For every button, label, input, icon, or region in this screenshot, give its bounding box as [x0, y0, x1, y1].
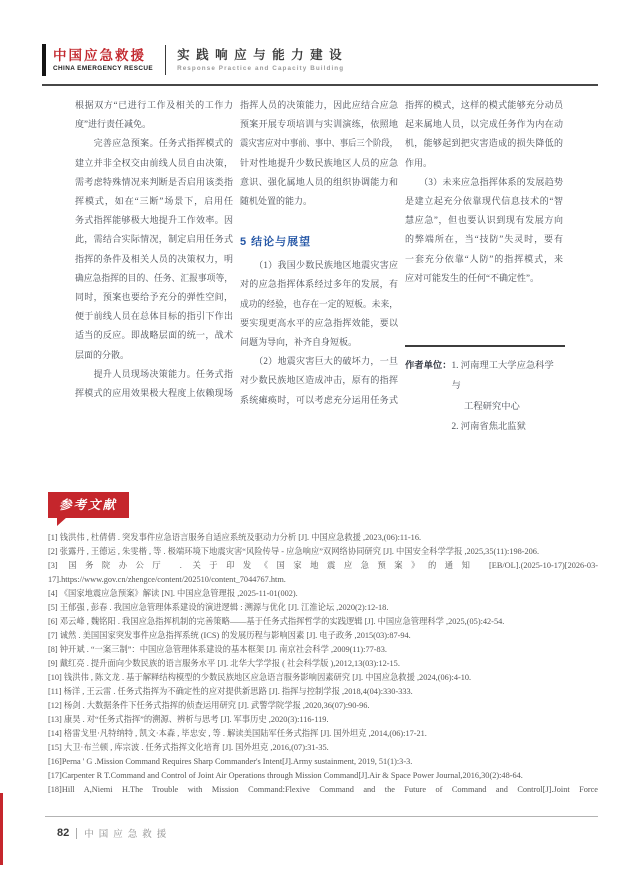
text-line: 挥模式，如在“三断”场景下，启用任: [75, 196, 233, 207]
text-line: 系统瘫痪时，可以考虑充分运用任务式: [240, 394, 398, 405]
reference-item: [10] 钱洪伟 , 陈文龙 . 基于解释结构模型的少数民族地区应急语言服务影响因素研究 [J]. 中国应急救援 ,2024,(06):4-10.: [48, 673, 472, 682]
text-line: （2）地震灾害巨大的破坏力，一旦: [240, 356, 398, 367]
page-footer: [57, 826, 171, 840]
text-line: 务式指挥能够极大地提升工作效率。因: [75, 215, 233, 226]
reference-item: [7] 诚然 . 美国国家突发事件应急指挥系统 (ICS) 的发展历程与影响因素 [J]. 电子政务 ,2015(03):87-94.: [48, 631, 411, 640]
reference-item: [18]Hill A,Niemi H.The Trouble with Mission Command:Flexive Command and the Future of Command and Control[J].Joint Force: [48, 785, 598, 794]
footer-journal-name: 中国应急救援: [84, 830, 172, 840]
article-column-2: [240, 96, 398, 438]
text-line: （3）未来应急指挥体系的发展趋势: [405, 176, 563, 187]
text-line: 指挥的模式，这样的模式能够充分动员: [405, 100, 563, 110]
author-affiliation-lines: [452, 356, 564, 438]
text-line: 意识、强化属地人员的组织协调能力和: [240, 176, 398, 187]
text-line: 指挥的条件及相关人员的决策权力，明: [75, 253, 233, 264]
reference-item: [5] 王郁强 , 彭春 . 我国应急管理体系建设的演进逻辑 : 溯源与优化 [J]. 江淮论坛 ,2020(2):12-18.: [48, 603, 389, 612]
text-line: 作用。: [405, 157, 433, 168]
column-slogan: [177, 48, 348, 72]
page-number: 82: [57, 827, 70, 839]
text-line: 起来属地人员，以完成任务作为内在动: [405, 119, 563, 130]
text-line: 成功的经验，也存在一定的短板。未来，: [240, 298, 399, 309]
text-line: 度”进行责任减免。: [75, 119, 151, 130]
reference-item: [13] 康昊 . 对“任务式指挥”的溯源、辨析与思考 [J]. 军事历史 ,2020(3):116-119.: [48, 715, 329, 724]
spine-color-mark: [0, 793, 3, 865]
author-affiliation-label: 作者单位：: [405, 360, 452, 371]
reference-item: [11] 杨洋 , 王云雷 . 任务式指挥为不确定性的应对提供新思路 [J]. 指挥与控制学报 ,2018,4(04):330-333.: [48, 687, 413, 696]
references-label-badge: 参考文献: [48, 492, 129, 518]
references-list: [48, 531, 598, 797]
reference-item: [14] 格雷戈里·凡特纳特 , 凯文·本森 , 毕忠安 , 等 . 解读美国陆军任务式指挥 [J]. 国外坦克 ,2014,(06):17-21.: [48, 729, 427, 738]
text-line: 根据双方“已进行工作及相关的工作力: [75, 100, 233, 110]
paragraph: [240, 96, 398, 211]
paragraph: [240, 256, 398, 410]
text-line: （1）我国少数民族地区地震灾害应: [240, 260, 398, 271]
text-line: 一套充分依靠“人防”的指挥模式，来: [405, 253, 563, 264]
text-line: 问题为导向，补齐自身短板。: [240, 337, 358, 348]
text-line: 对的应急指挥体系经过多年的发展，有: [240, 279, 398, 290]
text-line: 机，能够起到把灾害造成的损失降低的: [405, 138, 563, 149]
reference-item: [8] 钟开斌 . “一案三制”：中国应急管理体系建设的基本框架 [J]. 南京社会科学 ,2009(11):77-83.: [48, 645, 387, 654]
text-line: 随机处置的能力。: [240, 196, 313, 207]
reference-item: [3] 国务院办公厅 . 关于印发《国家地震应急预案》的通知 [EB/OL].(2025-10-17)[2026-03-17].https://www.gov.cn/zhengce/content/202510/content_7044767.htm.: [48, 561, 598, 584]
paragraph: [405, 96, 563, 288]
journal-logo: [53, 48, 153, 72]
journal-title-cn: 中国应急救援: [53, 48, 146, 63]
reference-item: [17]Carpenter R T.Command and Control of Joint Air Operations through Mission Command[J].Air & Space Power Journal,2016,30(2):48-64.: [48, 771, 523, 780]
header-divider: [165, 45, 166, 75]
reference-item: [12] 杨剑 . 大数据条件下任务式指挥的侦查运用研究 [J]. 武警学院学报 ,2020,36(07):90-96.: [48, 701, 370, 710]
journal-title-en: CHINA EMERGENCY RESCUE: [53, 65, 154, 72]
text-line: 要实现更高水平的应急指挥效能，要以: [240, 317, 398, 328]
reference-item: [2] 张露丹 , 王德运 , 朱雯楷 , 等 . 极端环境下地震灾害“风险传导 - 应急响应”双网络协同研究 [J]. 中国安全科学学报 ,2025,35(11):198-206.: [48, 547, 540, 556]
text-line: 完善应急预案。任务式指挥模式的: [75, 138, 233, 149]
header-rule: [42, 84, 598, 86]
text-line: 挥模式的应用效果极大程度上依赖现场: [75, 388, 233, 399]
section-heading-conclusion: 5 结论与展望: [240, 236, 312, 249]
affiliation-line-2: 工程研究中心: [464, 401, 520, 412]
text-line: 预案开展专项培训与实训演练，依照地: [240, 119, 398, 130]
author-affiliation: [405, 356, 563, 438]
text-line: 层面的分散。: [75, 349, 130, 360]
text-line: 需考虑特殊情况来判断是否启用该类指: [75, 176, 233, 187]
slogan-cn: 实践响应与能力建设: [177, 48, 349, 62]
text-line: 便于前线人员在总体目标的指引下作出: [75, 311, 233, 322]
article-body: [75, 96, 564, 438]
reference-item: [6] 邓云峰 , 魏铭阳 . 我国应急指挥机制的完善策略——基于任务式指挥哲学的实践逻辑 [J]. 中国应急管理科学 ,2025,(05):42-54.: [48, 617, 505, 626]
text-line: 此，需结合实际情况，制定启用任务式: [75, 234, 233, 245]
footer-divider: [76, 828, 77, 839]
text-line: 是建立起充分依靠现代信息技术的“智: [405, 196, 563, 207]
article-column-1: [75, 96, 233, 438]
text-line: 慧应急”，但也要认识到现有发展方向: [405, 215, 563, 226]
reference-item: [1] 钱洪伟 , 杜倩倩 . 突发事件应急语言服务自适应系统及驱动力分析 [J]. 中国应急救援 ,2023,(06):11-16.: [48, 533, 422, 542]
text-line: 的弊端所在，当“技防”失灵时，要有: [405, 234, 563, 245]
reference-item: [4] 《国家地震应急预案》解读 [N]. 中国应急管理报 ,2025-11-01(002).: [48, 589, 298, 598]
text-line: 指挥人员的决策能力，因此应结合应急: [240, 100, 398, 110]
text-line: 建立并非全权交由前线人员自由决策，: [75, 157, 233, 168]
text-line: 同时，预案也要给予充分的弹性空间，: [75, 292, 233, 303]
text-line: 确应急指挥的目的、任务、汇报事项等，: [75, 272, 234, 283]
affiliation-line-1: 1. 河南理工大学应急科学与: [451, 360, 554, 392]
text-line: 震灾害应对中事前、事中、事后三个阶段，: [240, 138, 399, 149]
slogan-en: Response Practice and Capacity Building: [177, 65, 345, 72]
text-line: 对少数民族地区造成冲击，原有的指挥: [240, 375, 398, 386]
text-line: 适当的反应。即战略层面的统一，战术: [75, 330, 233, 341]
text-line: 应对可能发生的任何“不确定性”。: [405, 272, 539, 283]
text-line: 提升人员现场决策能力。任务式指: [75, 368, 233, 379]
footer-rule: [45, 816, 598, 817]
reference-item: [15] 大卫·布兰顿 , 库宗波 . 任务式指挥文化培育 [J]. 国外坦克 ,2016,(07):31-35.: [48, 743, 329, 752]
affiliation-line-3: 2. 河南省焦北监狱: [451, 422, 526, 433]
reference-item: [9] 戴红亮 . 提升面向少数民族的语言服务水平 [J]. 北华大学学报 ( 社会科学版 ),2012,13(03):12-15.: [48, 659, 400, 668]
logo-bar: [42, 44, 46, 76]
journal-header: [42, 44, 348, 76]
author-rule: [405, 345, 565, 347]
article-column-3: [405, 96, 563, 438]
reference-item: [16]Perna ' G .Mission Command Requires Sharp Commander's Intent[J].Army sustainment, 2019, 51(1):3-3.: [48, 757, 413, 766]
text-line: 针对性地提升少数民族地区人员的应急: [240, 157, 398, 168]
